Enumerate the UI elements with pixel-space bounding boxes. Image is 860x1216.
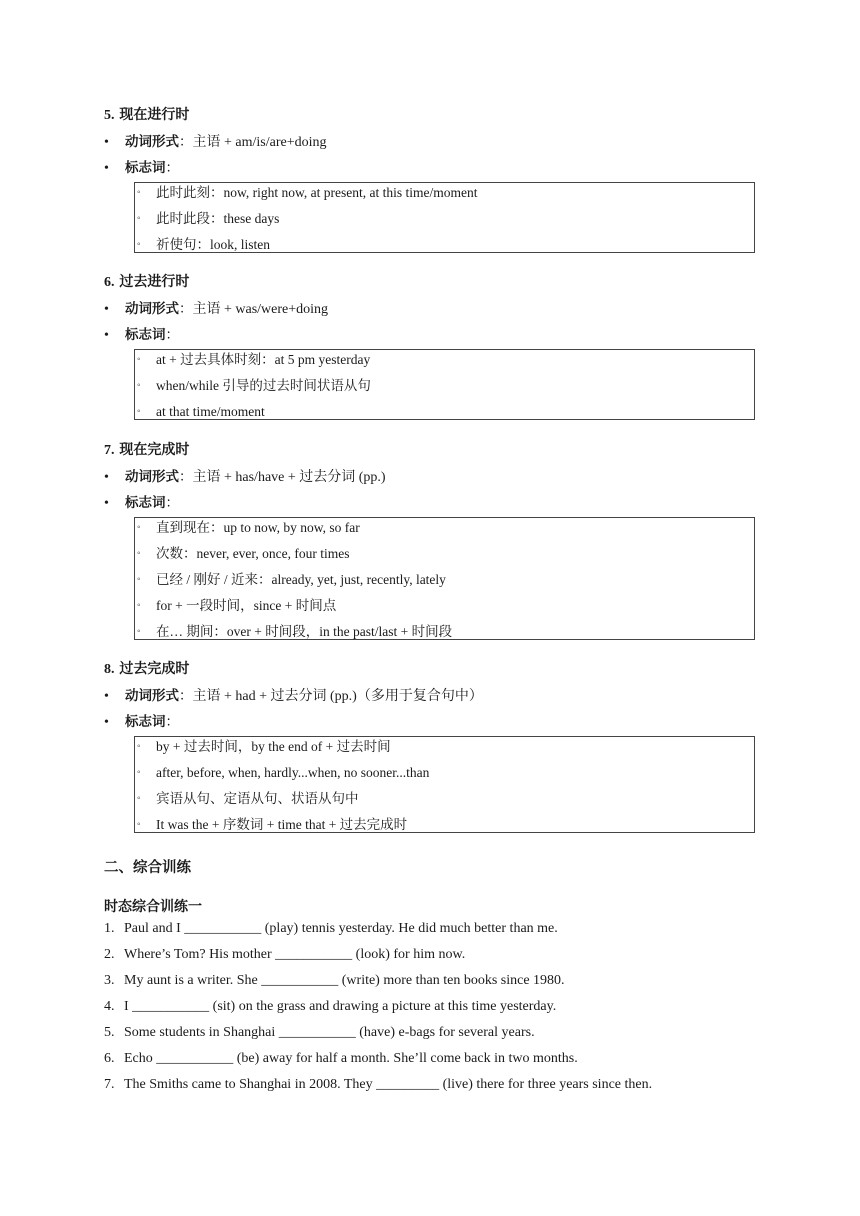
- section-6-form: • 动词形式：主语 + was/were+doing: [104, 301, 329, 317]
- marker-item: ◦ at that time/moment: [137, 404, 265, 419]
- marker-item: ◦ It was the + 序数词 + time that + 过去完成时: [137, 817, 408, 832]
- marker-item: ◦ 在… 期间：over + 时间段，in the past/last + 时间段: [137, 624, 453, 639]
- exercise-item: 4. I ___________ (sit) on the grass and drawing a picture at this time yesterday.: [104, 999, 557, 1014]
- section-5-marker-box: [134, 182, 755, 253]
- section-5-title: 5. 现在进行时: [104, 107, 190, 123]
- marker-item: ◦ 此时此段：these days: [137, 211, 280, 226]
- section-6-marker-box: [134, 349, 755, 420]
- marker-item: ◦ 此时此刻：now, right now, at present, at this time/moment: [137, 185, 478, 200]
- exercise-item: 2. Where’s Tom? His mother ___________ (look) for him now.: [104, 947, 466, 962]
- section-8-marker-label: • 标志词：: [104, 714, 179, 730]
- marker-item: ◦ after, before, when, hardly...when, no sooner...than: [137, 765, 430, 780]
- exercise-title: 时态综合训练一: [104, 899, 202, 915]
- marker-item: ◦ 直到现在：up to now, by now, so far: [137, 520, 360, 535]
- section-8-form: • 动词形式：主语 + had + 过去分词 (pp.)（多用于复合句中）: [104, 688, 483, 704]
- part-title: 二、综合训练: [104, 860, 191, 876]
- section-6-marker-label: • 标志词：: [104, 327, 179, 343]
- section-7-marker-box: [134, 517, 755, 640]
- section-8-title: 8. 过去完成时: [104, 661, 190, 677]
- section-5-form: • 动词形式：主语 + am/is/are+doing: [104, 134, 327, 150]
- exercise-item: 6. Echo ___________ (be) away for half a month. She’ll come back in two months.: [104, 1051, 578, 1066]
- marker-item: ◦ 宾语从句、定语从句、状语从句中: [137, 791, 359, 806]
- marker-item: ◦ for + 一段时间，since + 时间点: [137, 598, 337, 613]
- exercise-item: 5. Some students in Shanghai ___________ (have) e-bags for several years.: [104, 1025, 535, 1040]
- section-7-marker-label: • 标志词：: [104, 495, 179, 511]
- marker-item: ◦ 次数：never, ever, once, four times: [137, 546, 350, 561]
- section-7-title: 7. 现在完成时: [104, 442, 190, 458]
- section-6-title: 6. 过去进行时: [104, 274, 190, 290]
- exercise-item: 1. Paul and I ___________ (play) tennis yesterday. He did much better than me.: [104, 921, 558, 936]
- section-7-form: • 动词形式：主语 + has/have + 过去分词 (pp.): [104, 469, 386, 485]
- marker-item: ◦ when/while 引导的过去时间状语从句: [137, 378, 371, 393]
- marker-item: ◦ at + 过去具体时刻：at 5 pm yesterday: [137, 352, 371, 367]
- section-5-marker-label: • 标志词：: [104, 160, 179, 176]
- section-8-marker-box: [134, 736, 755, 833]
- exercise-item: 3. My aunt is a writer. She ___________ (write) more than ten books since 1980.: [104, 973, 565, 988]
- exercise-item: 7. The Smiths came to Shanghai in 2008. They _________ (live) there for three years since then.: [104, 1077, 653, 1092]
- marker-item: ◦ 已经 / 刚好 / 近来：already, yet, just, recently, lately: [137, 572, 446, 587]
- marker-item: ◦ 祈使句：look, listen: [137, 237, 270, 252]
- marker-item: ◦ by + 过去时间，by the end of + 过去时间: [137, 739, 391, 754]
